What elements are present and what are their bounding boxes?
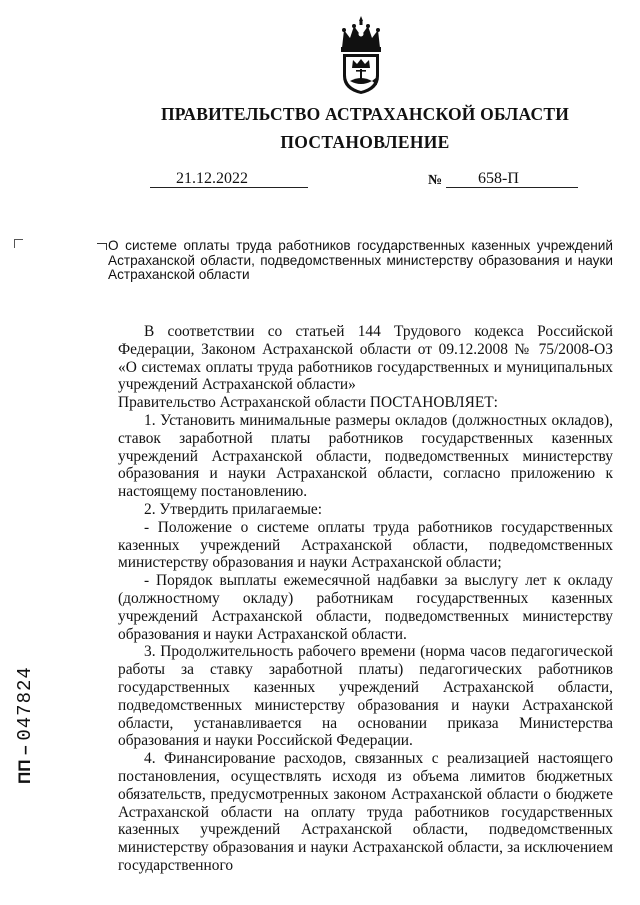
body-paragraph-resolves: Правительство Астраханской области ПОСТАНОВЛЯЕТ: — [118, 394, 498, 412]
document-type-title: ПОСТАНОВЛЕНИЕ — [280, 132, 450, 152]
corner-bracket-mark — [14, 239, 23, 248]
body-paragraph-item-2-a: - Положение о системе оплаты труда работников государственных казенных учреждений Астраханской области, подведомственных министерству образования и науки Астраханской области; — [118, 518, 613, 572]
number-sign: № — [428, 173, 443, 188]
organization-title: ПРАВИТЕЛЬСТВО АСТРАХАНСКОЙ ОБЛАСТИ — [160, 104, 570, 124]
subject-bracket-mark — [97, 243, 107, 250]
serial-stamp-prefix: ПП – — [15, 745, 34, 784]
body-paragraph-item-2-b: - Порядок выплаты ежемесячной надбавки за выслугу лет к окладу (должностному окладу) работникам государственных казенных учреждений Астраханской области, подведомственных министерству образования и науки Астраханской области. — [118, 572, 613, 643]
body-paragraph-item-4: 4. Финансирование расходов, связанных с реализацией настоящего постановления, осуществлять исходя из объема лимитов бюджетных обязательств, предусмотренных законом Астраханской области о бюджете Астраханской области на оплату труда работников государственных казенных учреждений Астраханской области, подведомственных министерству образования и науки Астраханской области, за исключением государственного — [118, 750, 613, 874]
body-paragraph-item-2: 2. Утвердить прилагаемые: — [144, 500, 323, 518]
serial-stamp — [14, 666, 36, 784]
body-paragraph-preamble: В соответствии со статьей 144 Трудового кодекса Российской Федерации, Законом Астраханской области от 09.12.2008 № 75/2008-ОЗ «О системах оплаты труда работников государственных и муниципальных учреждений Астраханской области» — [118, 323, 613, 394]
document-number: 658-П — [478, 170, 519, 187]
document-body — [118, 323, 613, 875]
serial-stamp-number: 047824 — [14, 666, 36, 741]
astrakhan-coat-of-arms-icon — [332, 14, 390, 96]
date-underline — [150, 187, 308, 188]
document-subject: О системе оплаты труда работников государственных казенных учреждений Астраханской области, подведомственных министерству образования и науки Астраханской области — [108, 238, 613, 283]
body-paragraph-item-3: 3. Продолжительность рабочего времени (норма часов педагогической работы за ставку заработной платы) педагогических работников государственных казенных учреждений Астраханской области, подведомственных министерству образования и науки Астраханской области, устанавливается на основании приказа Министерства образования и науки Российской Федерации. — [118, 643, 613, 750]
document-date: 21.12.2022 — [176, 170, 248, 187]
body-paragraph-item-1: 1. Установить минимальные размеры окладов (должностных окладов), ставок заработной платы работников государственных казенных учреждений Астраханской области, подведомственных министерству образования и науки Астраханской области, согласно приложению к настоящему постановлению. — [118, 411, 613, 501]
number-underline — [446, 187, 578, 188]
